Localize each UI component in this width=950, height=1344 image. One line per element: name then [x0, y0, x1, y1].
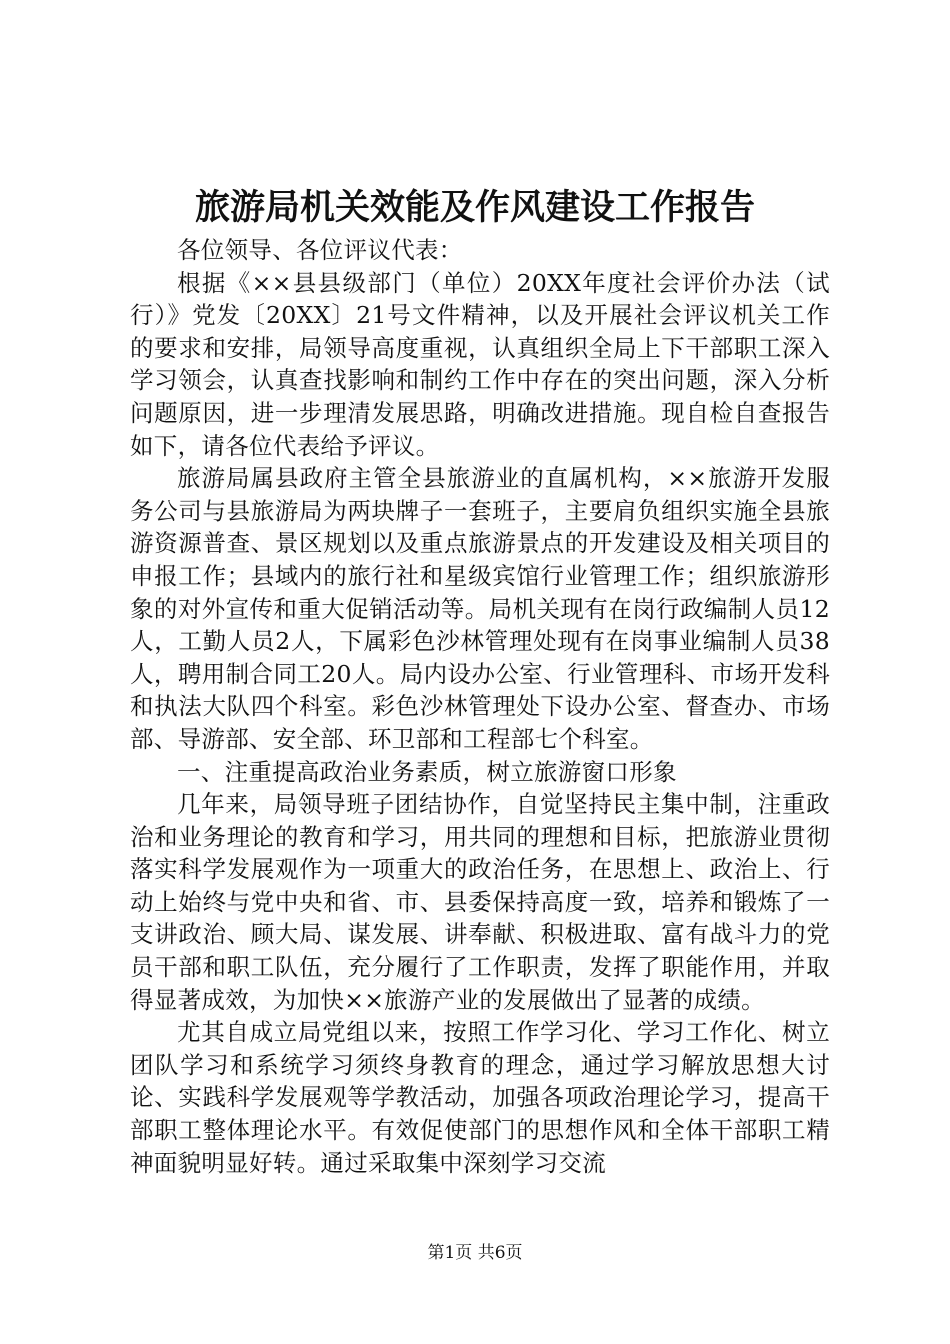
body-paragraph: 旅游局属县政府主管全县旅游业的直属机构，××旅游开发服务公司与县旅游局为两块牌子一套班子，主要肩负组织实施全县旅游资源普查、景区规划以及重点旅游景点的开发建设及相关项目的申报工作；县域内的旅行社和星级宾馆行业管理工作；组织旅游形象的对外宣传和重大促销活动等。局机关现有在岗行政编制人员12人，工勤人员2人，下属彩色沙林管理处现有在岗事业编制人员38人，聘用制合同工20人。局内设办公室、行业管理科、市场开发科和执法大队四个科室。彩色沙林管理处下设办公室、督查办、市场部、导游部、安全部、环卫部和工程部七个科室。: [130, 464, 830, 753]
document-title: 旅游局机关效能及作风建设工作报告: [194, 187, 755, 228]
salutation-paragraph: 各位领导、各位评议代表：: [177, 236, 463, 264]
body-paragraph: 几年来，局领导班子团结协作，自觉坚持民主集中制，注重政治和业务理论的教育和学习，用共同的理想和目标，把旅游业贯彻落实科学发展观作为一项重大的政治任务，在思想上、政治上、行动上始终与党中央和省、市、县委保持高度一致，培养和锻炼了一支讲政治、顾大局、谋发展、讲奉献、积极进取、富有战斗力的党员干部和职工队伍，充分履行了工作职责，发挥了职能作用，并取得显著成效，为加快××旅游产业的发展做出了显著的成绩。: [130, 790, 830, 1014]
body-paragraph: 根据《××县县级部门（单位）20XX年度社会评价办法（试行）》党发〔20XX〕21号文件精神，以及开展社会评议机关工作的要求和安排，局领导高度重视，认真组织全局上下干部职工深入学习领会，认真查找影响和制约工作中存在的突出问题，深入分析问题原因，进一步理清发展思路，明确改进措施。现自检自查报告如下，请各位代表给予评议。: [130, 268, 830, 460]
section-heading: 一、注重提高政治业务素质，树立旅游窗口形象: [177, 757, 677, 786]
body-paragraph: 尤其自成立局党组以来，按照工作学习化、学习工作化、树立团队学习和系统学习须终身教育的理念，通过学习解放思想大讨论、实践科学发展观等学教活动，加强各项政治理论学习，提高干部职工整体理论水平。有效促使部门的思想作风和全体干部职工精神面貌明显好转。通过采取集中深刻学习交流: [130, 1018, 830, 1177]
page-number-footer: 第1页 共6页: [427, 1243, 523, 1263]
document-body: [130, 234, 830, 1179]
